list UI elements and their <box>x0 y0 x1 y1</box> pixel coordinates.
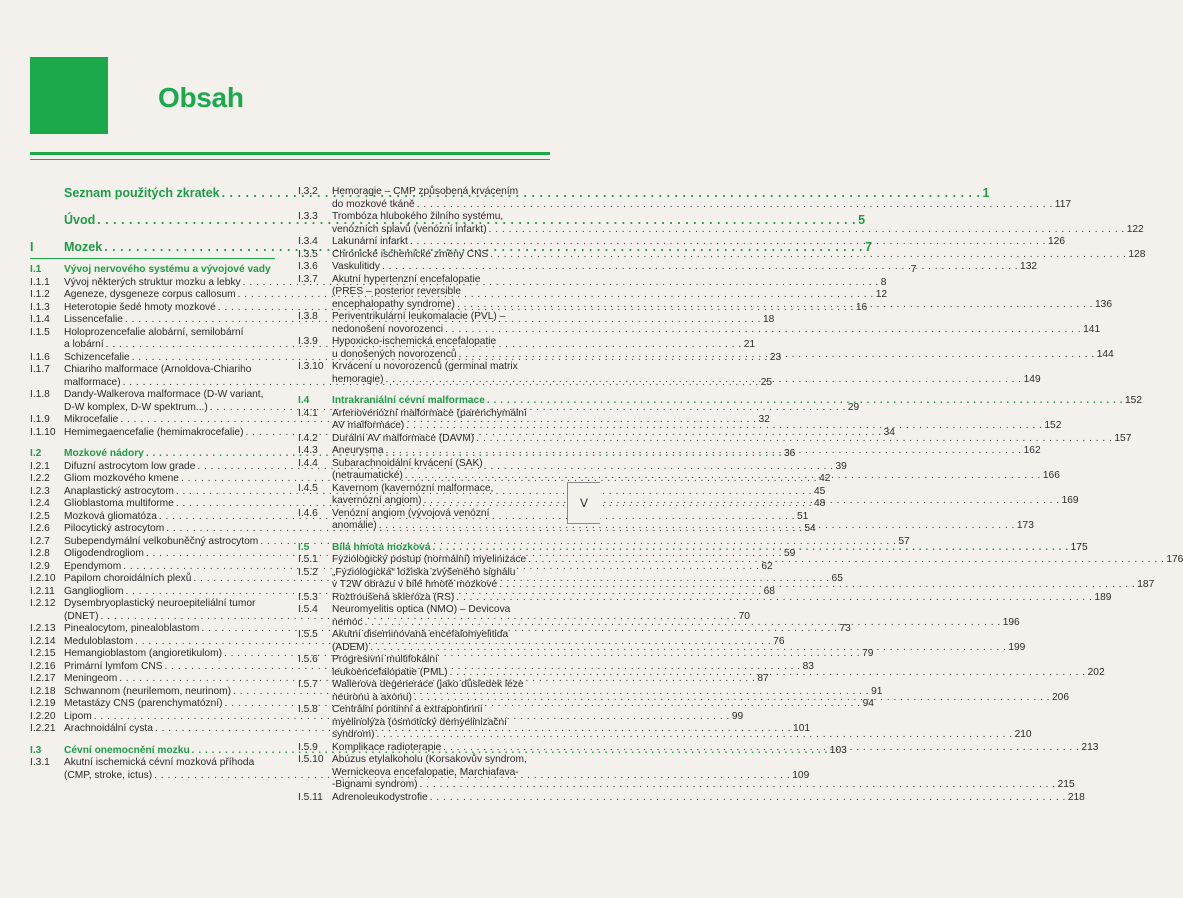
toc-entry-title: Meningeom <box>64 673 118 684</box>
toc-page-number: 70 <box>738 610 750 622</box>
toc-page-number: 109 <box>792 769 810 781</box>
toc-entry-title-line: „Fyziologická“ ložiska zvýšeného signálu <box>332 566 516 578</box>
toc-entry-number: I.2 <box>30 448 42 459</box>
toc-page-number: 65 <box>831 573 843 584</box>
toc-page-number: 54 <box>804 523 816 534</box>
toc-entry-title-line: Akutní diseminovaná encefalomyelitida <box>332 629 509 640</box>
toc-entry-number: I.2.3 <box>30 485 50 497</box>
toc-entry-number: I.2.7 <box>30 535 50 547</box>
toc-page-number: 16 <box>855 301 868 313</box>
leader-dots <box>476 433 1112 446</box>
toc-entry-number: I.1.3 <box>30 301 50 313</box>
toc-page-number: 187 <box>1137 579 1155 590</box>
toc-entry-title: Schwannom (neurilemom, neurinom) <box>64 685 232 697</box>
toc-entry-title: syndrom) <box>332 729 375 740</box>
toc-entry-title-line: Wallerova degenerace (jako důsledek léze <box>332 679 524 690</box>
toc-entry-number: I.5.1 <box>298 554 318 565</box>
toc-entry-number: I.2.21 <box>30 723 56 734</box>
toc-entry-title: Chronické ischemické změny CNS <box>332 248 489 260</box>
toc-page-number: 48 <box>813 498 826 509</box>
toc-entry-title: Gliom mozkového kmene <box>64 473 179 484</box>
leader-dots <box>376 729 1012 742</box>
toc-page-number: 59 <box>783 548 796 559</box>
toc-entry-title-line: Trombóza hlubokého žilního systému, <box>332 211 504 222</box>
toc-entry-title: malformace) <box>64 376 121 388</box>
toc-page-number: 210 <box>1014 729 1032 740</box>
toc-entry-title: Lipom <box>64 710 92 722</box>
toc-page-number: 199 <box>1008 641 1026 653</box>
leader-dots <box>417 199 1053 212</box>
toc-entry-number: I.2.4 <box>30 498 50 509</box>
toc-page-number: 79 <box>862 648 874 659</box>
toc-entry-title: Arachnoidální cysta <box>64 723 153 734</box>
toc-entry-number: I.3.5 <box>298 248 318 260</box>
toc-page-number: 215 <box>1057 779 1075 790</box>
toc-entry-number: I.2.9 <box>30 560 50 572</box>
toc-entry[interactable] <box>298 211 1144 236</box>
toc-entry-number: I.1.5 <box>30 326 50 338</box>
leader-dots <box>499 579 1135 592</box>
toc-page-number: 166 <box>1042 470 1060 481</box>
toc-entry-number: I.3.10 <box>298 361 324 372</box>
toc-page-number: 91 <box>871 685 883 697</box>
toc-entry-title-line: Centrální pontinní a extrapontinní <box>332 704 483 715</box>
toc-entry-number: I.3.9 <box>298 336 318 347</box>
leader-dots <box>457 299 1093 312</box>
toc-page-number: 149 <box>1023 373 1041 385</box>
toc-entry-number: I.4.6 <box>298 507 318 519</box>
toc-page-number: 34 <box>883 426 895 438</box>
toc-entry-title-line: Kavernom (kavernózní malformace, <box>332 482 494 494</box>
toc-entry-title: Lakunární infarkt <box>332 236 408 247</box>
toc-page-number: 42 <box>819 473 831 484</box>
toc-entry-title: Subependymální velkobuněčný astrocytom <box>64 535 259 547</box>
toc-entry-title: do mozkové tkáně <box>332 198 415 210</box>
toc-entry[interactable] <box>298 186 1072 211</box>
toc-entry-title: Anaplastický astrocytom <box>64 485 174 497</box>
toc-page-number: 213 <box>1081 741 1099 753</box>
header-rule-thick <box>30 152 550 155</box>
leader-dots <box>487 395 1123 408</box>
toc-page-number: 32 <box>758 414 770 425</box>
toc-page-number: 23 <box>769 351 782 363</box>
toc-page-number: 189 <box>1094 591 1112 603</box>
toc-page-number: 196 <box>1002 616 1020 628</box>
toc-entry-number: I.2.15 <box>30 648 56 659</box>
toc-page-number: 144 <box>1096 348 1114 360</box>
toc-entry-title: u donošených novorozenců <box>332 348 457 360</box>
leader-dots <box>420 779 1056 792</box>
toc-page-number: 126 <box>1048 236 1065 247</box>
toc-page-number: 152 <box>1044 420 1062 431</box>
leader-dots <box>489 224 1125 237</box>
toc-entry-title: Papilom choroidálních plexů <box>64 573 192 584</box>
toc-page-number: 101 <box>793 723 811 734</box>
toc-page-number: 39 <box>835 460 847 472</box>
toc-entry-number: I.1.7 <box>30 364 50 375</box>
toc-entry-title: D-W komplex, D-W spektrum...) <box>64 401 208 413</box>
leader-dots <box>414 692 1050 705</box>
toc-entry-title: Difuzní astrocytom low grade <box>64 460 196 472</box>
toc-entry-title-line: Holoprozencefalie alobární, semilobární <box>64 326 244 338</box>
toc-page-number: 176 <box>1166 554 1183 565</box>
toc-entry-title-line: Progresivní multifokální <box>332 654 438 665</box>
toc-entry-title: Cévní onemocnění mozku <box>64 744 190 756</box>
leader-dots <box>405 470 1041 483</box>
toc-entry-number: I.3 <box>30 744 42 756</box>
toc-entry-title-line: Akutní ischemická cévní mozková příhoda <box>64 757 255 768</box>
toc-entry-number: I.1.10 <box>30 426 56 438</box>
toc-entry-number: I.2.1 <box>30 460 50 472</box>
toc-entry-title: (ADEM) <box>332 641 369 653</box>
toc-entry-title: Durální AV malformace (DAVM) <box>332 432 475 444</box>
toc-page-number: 128 <box>1128 248 1146 260</box>
toc-entry-number: I.5.6 <box>298 654 318 665</box>
toc-page-number: 122 <box>1126 223 1144 235</box>
toc-page-number: 141 <box>1083 323 1101 335</box>
toc-entry-number: I.5.5 <box>298 629 318 640</box>
leader-dots <box>379 520 1015 533</box>
toc-entry-title: Mozkové nádory <box>64 448 144 459</box>
toc-entry-number: I.5.11 <box>298 791 323 803</box>
toc-page-number: 83 <box>802 660 814 672</box>
toc-entry-number: I.2.19 <box>30 698 56 709</box>
toc-page-number: 21 <box>743 339 756 350</box>
toc-entry-title: venózních splavů (venózní infarkt) <box>332 223 487 235</box>
leader-dots <box>445 324 1081 337</box>
toc-entry-number: I.3.2 <box>298 186 318 197</box>
toc-page-number: 173 <box>1016 520 1034 531</box>
toc-entry-title: Ependymom <box>64 560 122 572</box>
toc-entry-number: I.1 <box>30 264 42 275</box>
toc-page-number: 45 <box>813 485 826 497</box>
toc-page-number: 18 <box>763 314 775 325</box>
toc-entry-title-line: Wernickeova encefalopatie, Marchiafava- <box>332 766 519 778</box>
toc-page-number: 152 <box>1125 395 1142 406</box>
leader-dots <box>406 420 1042 433</box>
toc-page-number: 5 <box>858 213 866 227</box>
toc-entry-title: (netraumatické) <box>332 470 403 481</box>
toc-entry-title: Seznam použitých zkratek <box>64 186 220 200</box>
toc-page-number: 175 <box>1070 541 1088 553</box>
toc-entry-title: Lissencefalie <box>64 314 123 325</box>
leader-dots <box>490 249 1126 262</box>
toc-page-number: 162 <box>1023 445 1041 456</box>
toc-entry-title: -Bignami syndrom) <box>332 779 418 790</box>
toc-page-number: 7 <box>910 264 917 275</box>
toc-entry-number: I.3.7 <box>298 273 318 285</box>
toc-entry-title: Metastázy CNS (parenchymatózní) <box>64 698 223 709</box>
toc-entry-title-line: Hemoragie – CMP způsobená krvácením <box>332 186 519 197</box>
leader-dots <box>443 742 1079 755</box>
toc-entry-number: I.1.9 <box>30 414 50 425</box>
leader-dots <box>370 642 1006 655</box>
toc-entry-number: I.1.6 <box>30 351 50 363</box>
toc-entry-title-line: Periventrikulární leukomalacie (PVL) – <box>332 311 506 322</box>
leader-dots <box>365 617 1001 630</box>
toc-entry-number: I.1.4 <box>30 314 50 325</box>
toc-entry-title: Heterotopie šedé hmoty mozkové <box>64 301 216 313</box>
toc-page-number: 36 <box>783 448 796 459</box>
toc-entry-title: neuronu a axonu) <box>332 691 412 703</box>
toc-page-number: 103 <box>829 744 847 756</box>
toc-page-number: 87 <box>757 673 769 684</box>
leader-dots <box>459 349 1095 362</box>
page-title: Obsah <box>158 82 244 113</box>
toc-entry-title: Glioblastoma multiforme <box>64 498 174 509</box>
toc-entry-title: Vývoj některých struktur mozku a lebky <box>64 276 241 288</box>
toc-entry-title: nedonošení novorozenci <box>332 323 444 335</box>
toc-entry-number: I.5.4 <box>298 604 318 615</box>
toc-entry-number: I.1.8 <box>30 389 50 400</box>
toc-entry-title: Adrenoleukodystrofie <box>332 791 428 803</box>
leader-dots <box>386 445 1022 458</box>
leader-dots <box>456 592 1092 605</box>
toc-entry-title: Aneurysma <box>332 445 384 456</box>
toc-entry-number: I.5.8 <box>298 704 318 715</box>
toc-page-number: 169 <box>1061 495 1079 506</box>
toc-entry-title: encephalopathy syndrome) <box>332 298 455 310</box>
toc-page-number: 76 <box>773 635 785 647</box>
toc-entry-number: I.4.3 <box>298 445 318 456</box>
toc-entry-number: I.2.2 <box>30 473 50 484</box>
toc-entry-title: anomálie) <box>332 520 377 531</box>
leader-dots <box>528 554 1164 567</box>
toc-entry-title-line: (PRES – posterior reversible <box>332 286 462 297</box>
toc-entry-title: kavernózní angiom) <box>332 495 422 506</box>
header-rule-thin <box>30 159 550 160</box>
toc-entry-title: Intrakraniální cévní malformace <box>332 395 485 406</box>
toc-entry-number: I <box>30 240 34 254</box>
toc-entry-title: Oligodendrogliom <box>64 548 144 559</box>
toc-entry-number: I.3.1 <box>30 757 50 768</box>
toc-entry[interactable] <box>298 791 1085 805</box>
toc-entry-title-line: Dandy-Walkerova malformace (D-W variant, <box>64 389 264 400</box>
toc-entry-title: Fyziologický postup (normální) myelinizace <box>332 554 527 565</box>
toc-entry-number: I.4.1 <box>298 407 318 419</box>
toc-entry-title: Vaskulitidy <box>332 261 380 272</box>
toc-entry-number: I.4.2 <box>298 432 318 444</box>
toc-entry-number: I.5.3 <box>298 591 318 603</box>
toc-entry-title-line: Arteriovenózní malformace (parenchymální <box>332 407 527 419</box>
toc-entry-number: I.2.12 <box>30 598 56 609</box>
toc-entry-number: I.3.4 <box>298 236 318 247</box>
toc-entry-title: Pinealocytom, pinealoblastom <box>64 623 200 634</box>
toc-entry-title: leukoencefalopatie (PML) <box>332 666 448 678</box>
section-rule <box>30 258 275 259</box>
toc-entry-title: Vývoj nervového systému a vývojové vady <box>64 264 271 275</box>
leader-dots <box>423 495 1059 508</box>
toc-page-number: 12 <box>875 289 888 300</box>
toc-page-number: 8 <box>880 276 887 288</box>
leader-dots <box>410 236 1046 249</box>
toc-page-number: 68 <box>763 585 775 597</box>
toc-page-number: 99 <box>731 710 744 722</box>
toc-page-number: 136 <box>1095 298 1113 310</box>
toc-entry-number: I.2.17 <box>30 673 56 684</box>
toc-entry-number: I.2.18 <box>30 685 56 697</box>
toc-entry-number: I.4.4 <box>298 457 318 469</box>
toc-page-number: 29 <box>847 401 860 413</box>
toc-entry-number: I.3.6 <box>298 261 318 272</box>
toc-entry-number: I.5.10 <box>298 754 324 765</box>
toc-entry-title: Primární lymfom CNS <box>64 660 163 672</box>
toc-entry-title: a lobární <box>64 339 104 350</box>
toc-page-number: 7 <box>865 240 872 254</box>
toc-entry-number: I.2.16 <box>30 660 56 672</box>
toc-entry-number: I.5.2 <box>298 566 318 578</box>
toc-page-number: 73 <box>839 623 851 634</box>
toc-entry-number: I.3.8 <box>298 311 318 322</box>
toc-entry-title: Mozková gliomatóza <box>64 510 157 522</box>
toc-entry-title-line: Hypoxicko-ischemická encefalopatie <box>332 336 497 347</box>
toc-entry-title: (DNET) <box>64 610 99 622</box>
toc-entry-title-line: Akutní hypertenzní encefalopatie <box>332 273 481 285</box>
toc-entry-number: I.2.5 <box>30 510 50 522</box>
toc-entry-title: Hemangioblastom (angioretikulom) <box>64 648 222 659</box>
toc-entry-title: Hemimegaencefalie (hemimakrocefalie) <box>64 426 244 438</box>
leader-dots <box>450 667 1086 680</box>
toc-page-number: 57 <box>898 535 910 547</box>
toc-page-number: 117 <box>1054 198 1072 210</box>
toc-entry-number: I.4 <box>298 395 310 406</box>
toc-entry-number: I.2.13 <box>30 623 56 634</box>
toc-entry-title: Meduloblastom <box>64 635 134 647</box>
toc-entry-number: I.2.11 <box>30 585 55 597</box>
toc-page-number: 218 <box>1067 791 1085 803</box>
toc-entry-title: Úvod <box>64 213 96 227</box>
toc-page-number: 132 <box>1020 261 1038 272</box>
toc-entry-title-line: Venózní angiom (vývojová venózní <box>332 507 490 519</box>
toc-entry-title: hemoragie) <box>332 373 384 385</box>
toc-entry-number: I.2.20 <box>30 710 56 722</box>
toc-entry-title: v T2W obrazu v bílé hmotě mozkové <box>332 579 498 590</box>
toc-entry-title: Mozek <box>64 240 103 254</box>
toc-page-number: 206 <box>1051 691 1069 703</box>
toc-entry-number: I.1.1 <box>30 276 50 288</box>
toc-entry-title-line: Abúzus etylalkoholu (Korsakovův syndrom, <box>332 754 527 765</box>
toc-entry-title: (CMP, stroke, ictus) <box>64 769 153 781</box>
toc-entry-number: I.5 <box>298 541 310 553</box>
toc-entry-title: AV malformace) <box>332 420 405 431</box>
toc-page-number: 94 <box>862 698 874 709</box>
toc-entry-title-line: Krvácení u novorozenců (germinal matrix <box>332 361 518 372</box>
toc-entry[interactable] <box>298 236 1065 249</box>
toc-entry-number: I.3.3 <box>298 211 318 222</box>
toc-entry-number: I.2.6 <box>30 523 50 534</box>
toc-entry[interactable] <box>298 248 1146 262</box>
leader-dots <box>433 542 1069 555</box>
toc-entry-title-line: myelinolýza (osmotický demyelinizační <box>332 716 507 728</box>
toc-page-number: 51 <box>796 510 809 522</box>
toc-entry-title-line: Chiariho malformace (Arnoldova-Chiariho <box>64 364 252 375</box>
toc-entry-title: Bílá hmota mozková <box>332 541 431 553</box>
toc-entry-number: I.5.9 <box>298 741 318 753</box>
toc-entry-number: I.1.2 <box>30 289 50 300</box>
toc-entry-title: Ageneze, dysgeneze corpus callosum <box>64 289 236 300</box>
toc-page-number: 157 <box>1114 432 1132 444</box>
toc-entry-number: I.2.8 <box>30 548 50 559</box>
leader-dots <box>386 374 1022 387</box>
chapter-color-block <box>30 57 108 134</box>
side-tab <box>567 482 600 524</box>
leader-dots <box>430 792 1066 805</box>
toc-page-number: 25 <box>760 376 773 388</box>
toc-entry-title: Pilocytický astrocytom <box>64 523 165 534</box>
toc-entry-title: Gangliogliom <box>64 585 124 597</box>
toc-entry-title-line: Dysembryoplastický neuroepiteliální tumor <box>64 598 256 609</box>
toc-entry-title: Schizencefalie <box>64 351 130 363</box>
toc-entry-number: I.5.7 <box>298 679 318 690</box>
side-tab-label: V <box>579 496 588 510</box>
toc-entry-number: I.4.5 <box>298 482 318 494</box>
toc-entry-title: Mikrocefalie <box>64 414 119 425</box>
toc-page-number: 62 <box>761 560 773 572</box>
leader-dots <box>382 261 1018 274</box>
toc-entry-title-line: Neuromyelitis optica (NMO) – Devicova <box>332 604 511 615</box>
toc-entry-title: Roztroušená skleróza (RS) <box>332 591 455 603</box>
toc-page-number: 1 <box>982 186 990 200</box>
toc-entry-number: I.2.14 <box>30 635 56 647</box>
toc-entry-title-line: Subarachnoidální krvácení (SAK) <box>332 457 483 469</box>
toc-entry-title: nemoc <box>332 616 363 628</box>
toc-entry-title: Komplikace radioterapie <box>332 741 442 753</box>
toc-entry[interactable] <box>298 261 1038 274</box>
toc-page-number: 202 <box>1087 666 1105 678</box>
toc-entry-number: I.2.10 <box>30 573 56 584</box>
